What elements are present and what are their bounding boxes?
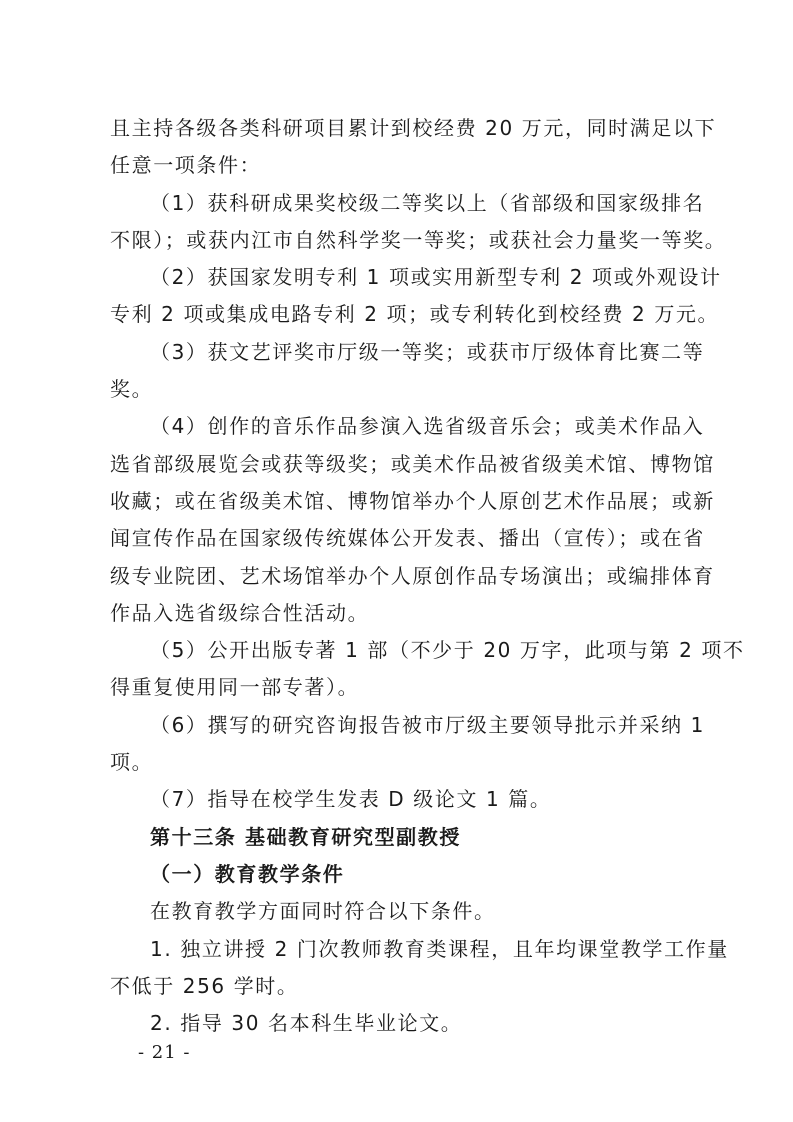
text-line: 收藏；或在省级美术馆、博物馆举办个人原创艺术作品展；或新 — [110, 488, 715, 513]
text-line: 得重复使用同一部专著）。 — [110, 675, 360, 700]
text-line: 不限）；或获内江市自然科学奖一等奖；或获社会力量奖一等奖。 — [110, 227, 727, 252]
text-line: 项。 — [110, 750, 154, 775]
text-line: （3）获文艺评奖市厅级一等奖；或获市厅级体育比赛二等 — [150, 339, 705, 364]
text-line: 选省部级展览会或获等级奖；或美术作品被省级美术馆、博物馆 — [110, 451, 715, 476]
document-body — [110, 110, 745, 1042]
text-line: 专利 2 项或集成电路专利 2 项；或专利转化到校经费 2 万元。 — [110, 302, 720, 327]
text-line: 任意一项条件： — [110, 153, 262, 178]
text-line: 作品入选省级综合性活动。 — [110, 600, 370, 625]
text-line: （1）获科研成果奖校级二等奖以上（省部级和国家级排名 — [150, 190, 705, 215]
text-line: 2. 指导 30 名本科生毕业论文。 — [150, 1011, 463, 1036]
text-line: 1. 独立讲授 2 门次教师教育类课程，且年均课堂教学工作量 — [150, 936, 729, 961]
text-line: 且主持各级各类科研项目累计到校经费 20 万元，同时满足以下 — [110, 116, 717, 140]
text-line: 不低于 256 学时。 — [110, 973, 299, 998]
text-line: 奖。 — [110, 377, 154, 402]
text-line: （5）公开出版专著 1 部（不少于 20 万字，此项与第 2 项不 — [150, 638, 745, 663]
text-line: （6）撰写的研究咨询报告被市厅级主要领导批示并采纳 1 — [150, 712, 706, 737]
text-line: （2）获国家发明专利 1 项或实用新型专利 2 项或外观设计 — [150, 265, 722, 290]
text-line: （4）创作的音乐作品参演入选省级音乐会；或美术作品入 — [150, 414, 705, 439]
text-line: （7）指导在校学生发表 D 级论文 1 篇。 — [150, 787, 552, 812]
subsection-heading: （一）教育教学条件 — [150, 861, 345, 886]
text-line: 在教育教学方面同时符合以下条件。 — [150, 899, 496, 924]
text-line: 级专业院团、艺术场馆举办个人原创作品专场演出；或编排体育 — [110, 563, 715, 588]
page-number: - 21 - — [138, 1042, 191, 1063]
text-line: 闻宣传作品在国家级传统媒体公开发表、播出（宣传）；或在省 — [110, 526, 705, 551]
section-heading: 第十三条 基础教育研究型副教授 — [150, 824, 461, 849]
